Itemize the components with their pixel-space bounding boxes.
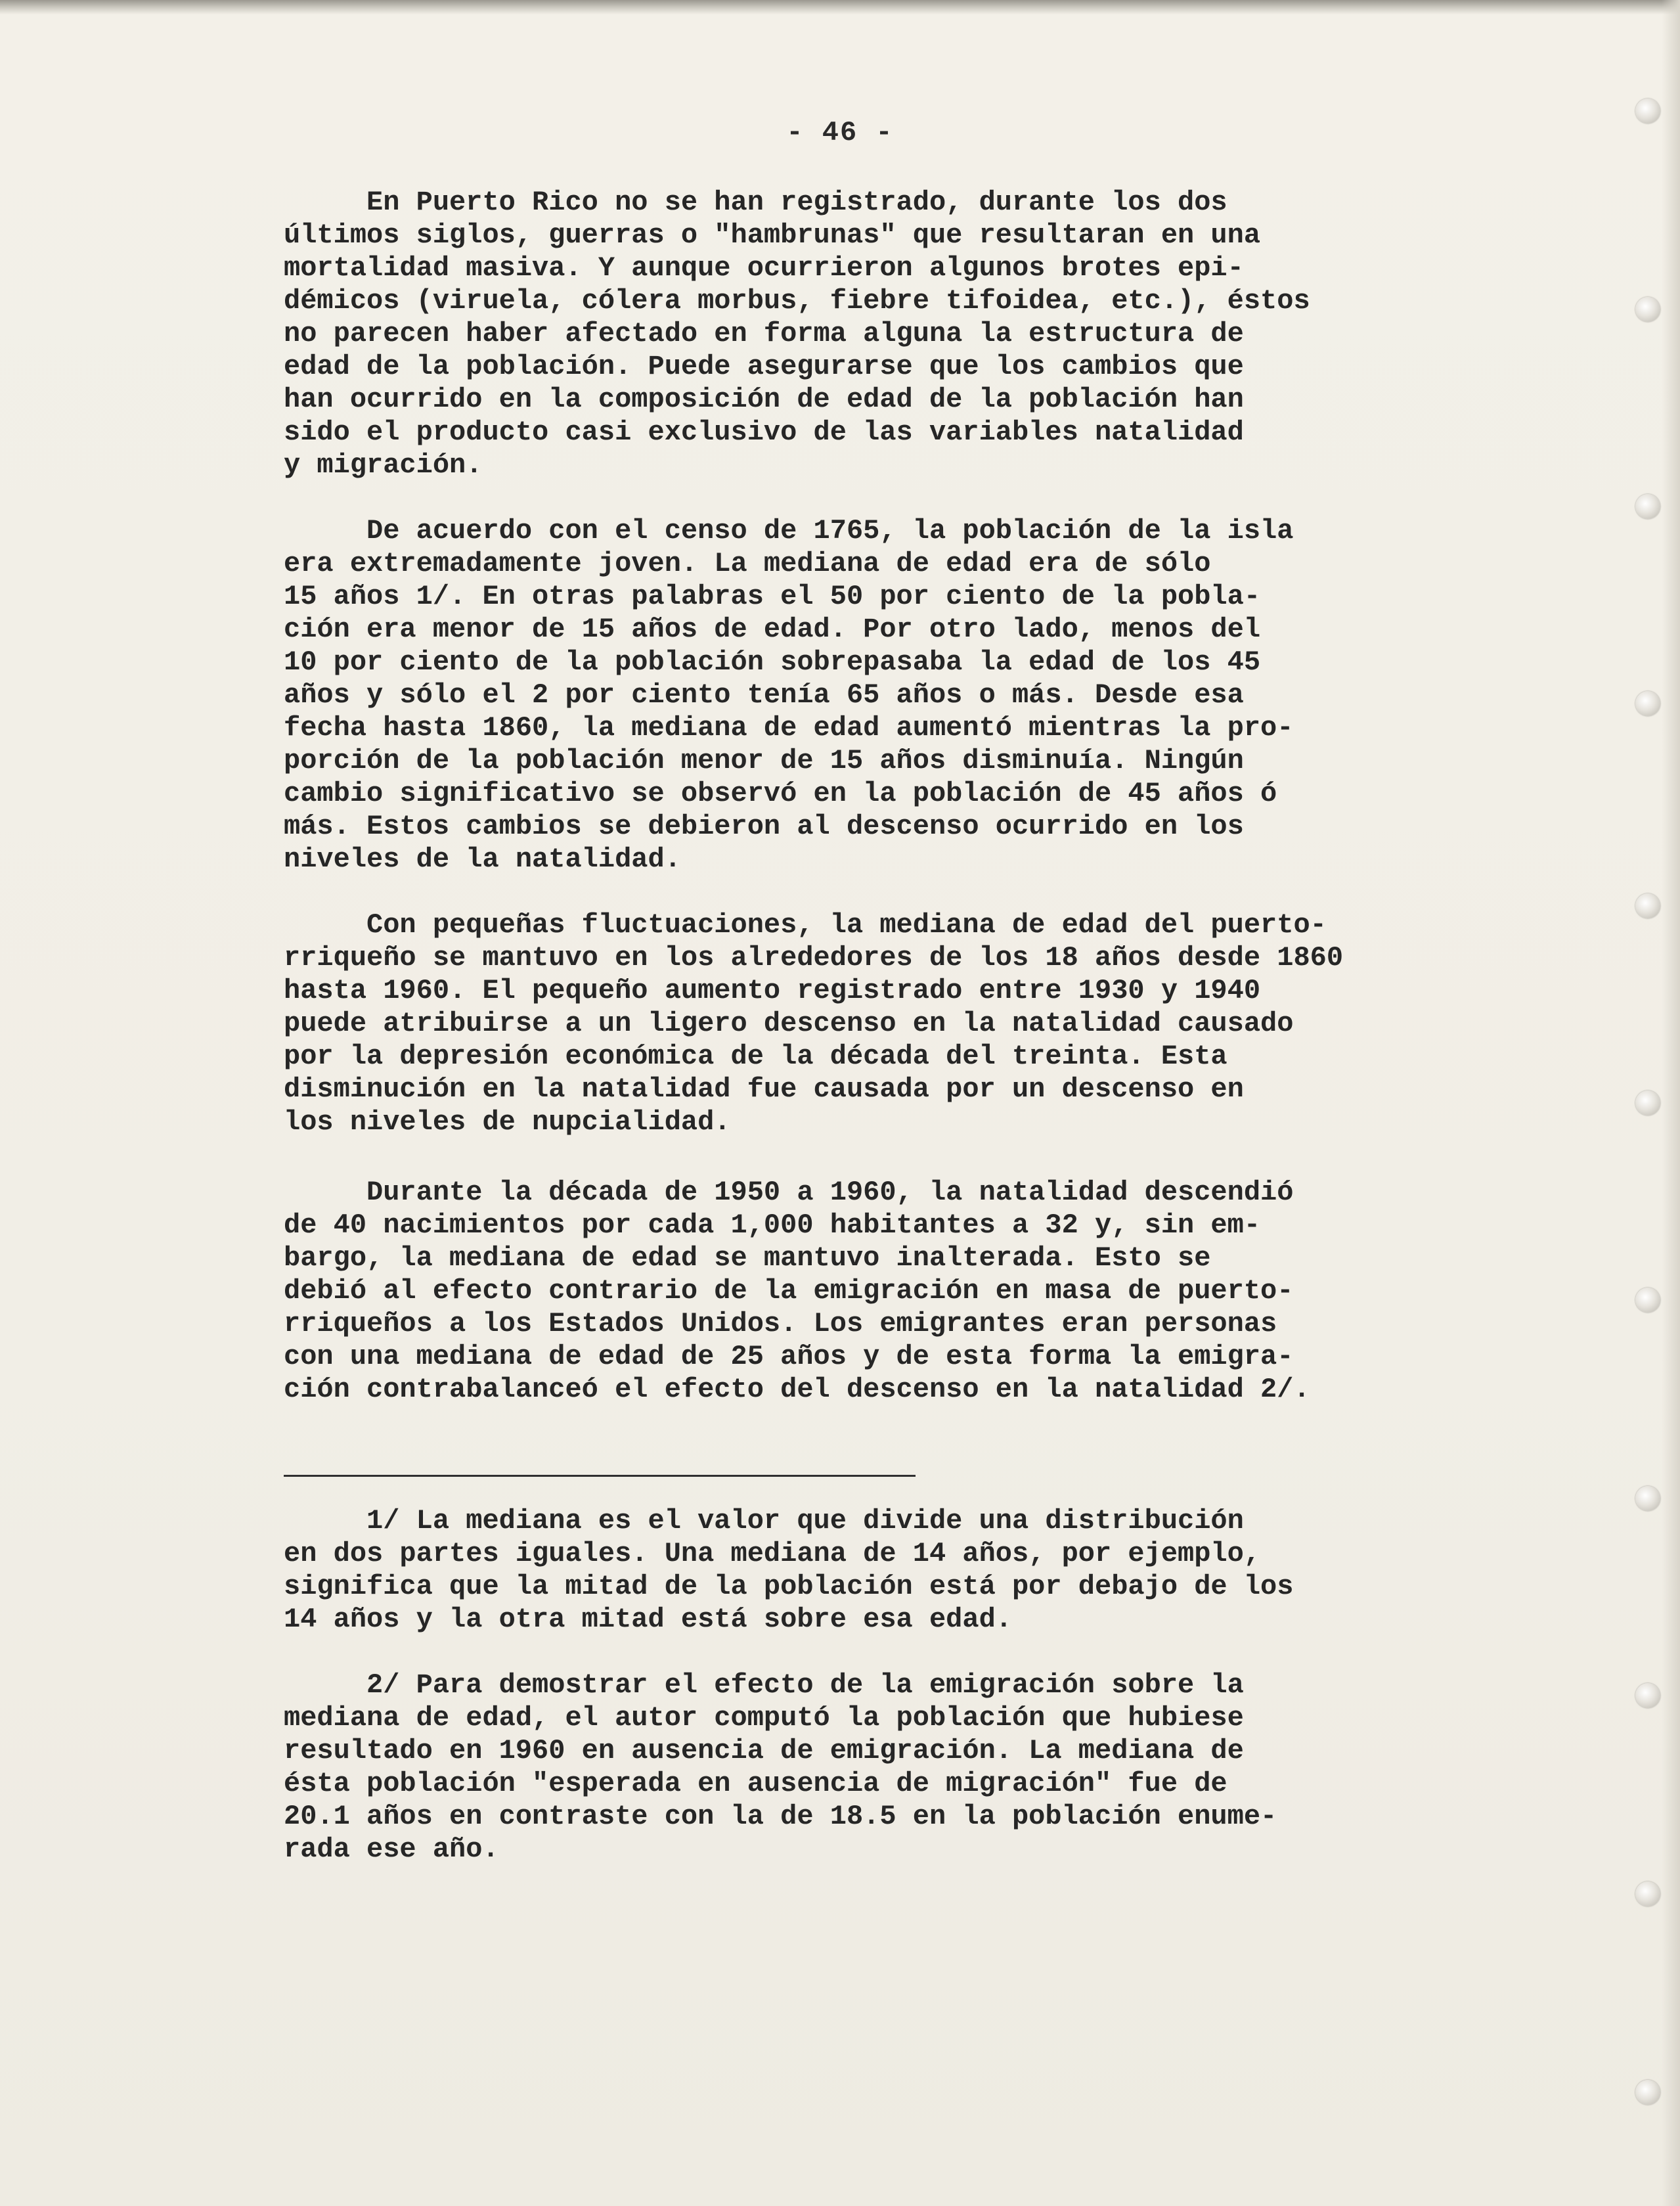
page-right-shadow [1662,0,1680,2206]
paragraph-census-1765: De acuerdo con el censo de 1765, la población de la isla era extremadamente joven. La mediana de edad era de sólo 15 años 1/. En otras palabras el 50 por ciento de la pobla- ción era menor de 15 años de edad. Por otro lado, menos del 10 por ciento de la población sobrepasaba la edad de los 45 años y sólo el 2 por ciento tenía 65 años o más. Desde esa fecha hasta 1860, la mediana de edad aumentó mientras la pro- porción de la población menor de 15 años disminuía. Ningún cambio significativo se observó en la población de 45 años ó más. Estos cambios se debieron al descenso ocurrido en los niveles de la natalidad. [284,515,1294,875]
binder-hole [1635,1288,1660,1313]
binder-hole [1635,1683,1660,1708]
paragraph-mortality: En Puerto Rico no se han registrado, durante los dos últimos siglos, guerras o "hambrunas" que resultaran en una mortalidad masiva. Y aunque ocurrieron algunos brotes epi- démicos (viruela, cólera morbus, fiebre tifoidea, etc.), éstos no parecen haber afectado en forma alguna la estructura de edad de la población. Puede asegurarse que los cambios que han ocurrido en la composición de edad de la población han sido el producto casi exclusivo de las variables natalidad y migración. [284,187,1310,481]
footnote-1: 1/ La mediana es el valor que divide una distribución en dos partes iguales. Una mediana de 14 años, por ejemplo, significa que la mitad de la población está por debajo de los 14 años y la otra mitad está sobre esa edad. [284,1505,1294,1635]
binder-hole [1635,1486,1660,1511]
binder-hole [1635,893,1660,918]
footnote-separator [284,1475,916,1477]
page-top-shadow [0,0,1680,14]
paragraph-emigration-effect: Durante la década de 1950 a 1960, la natalidad descendió de 40 nacimientos por cada 1,000 habitantes a 32 y, sin em- bargo, la mediana de edad se mantuvo inalterada. Esto se debió al efecto contrario de la emigración en masa de puerto- rriqueños a los Estados Unidos. Los emigrantes eran personas con una mediana de edad de 25 años y de esta forma la emigra- ción contrabalanceó el efecto del descenso en la natalidad 2/. [284,1177,1310,1405]
paragraph-median-age-trend: Con pequeñas fluctuaciones, la mediana de edad del puerto- rriqueño se mantuvo en los alrededores de los 18 años desde 1860 hasta 1960. El pequeño aumento registrado entre 1930 y 1940 puede atribuirse a un ligero descenso en la natalidad causado por la depresión económica de la década del treinta. Esta disminución en la natalidad fue causada por un descenso en los niveles de nupcialidad. [284,909,1344,1138]
binder-hole [1635,297,1660,322]
binder-hole [1635,2080,1660,2105]
binder-hole [1635,691,1660,716]
page-number: - 46 - [786,117,894,148]
binder-hole [1635,1881,1660,1906]
footnote-2: 2/ Para demostrar el efecto de la emigración sobre la mediana de edad, el autor computó la población que hubiese resultado en 1960 en ausencia de emigración. La mediana de ésta población "esperada en ausencia de migración" fue de 20.1 años en contraste con la de 18.5 en la población enume- rada ese año. [284,1669,1277,1865]
binder-hole [1635,1091,1660,1115]
binder-hole [1635,494,1660,519]
